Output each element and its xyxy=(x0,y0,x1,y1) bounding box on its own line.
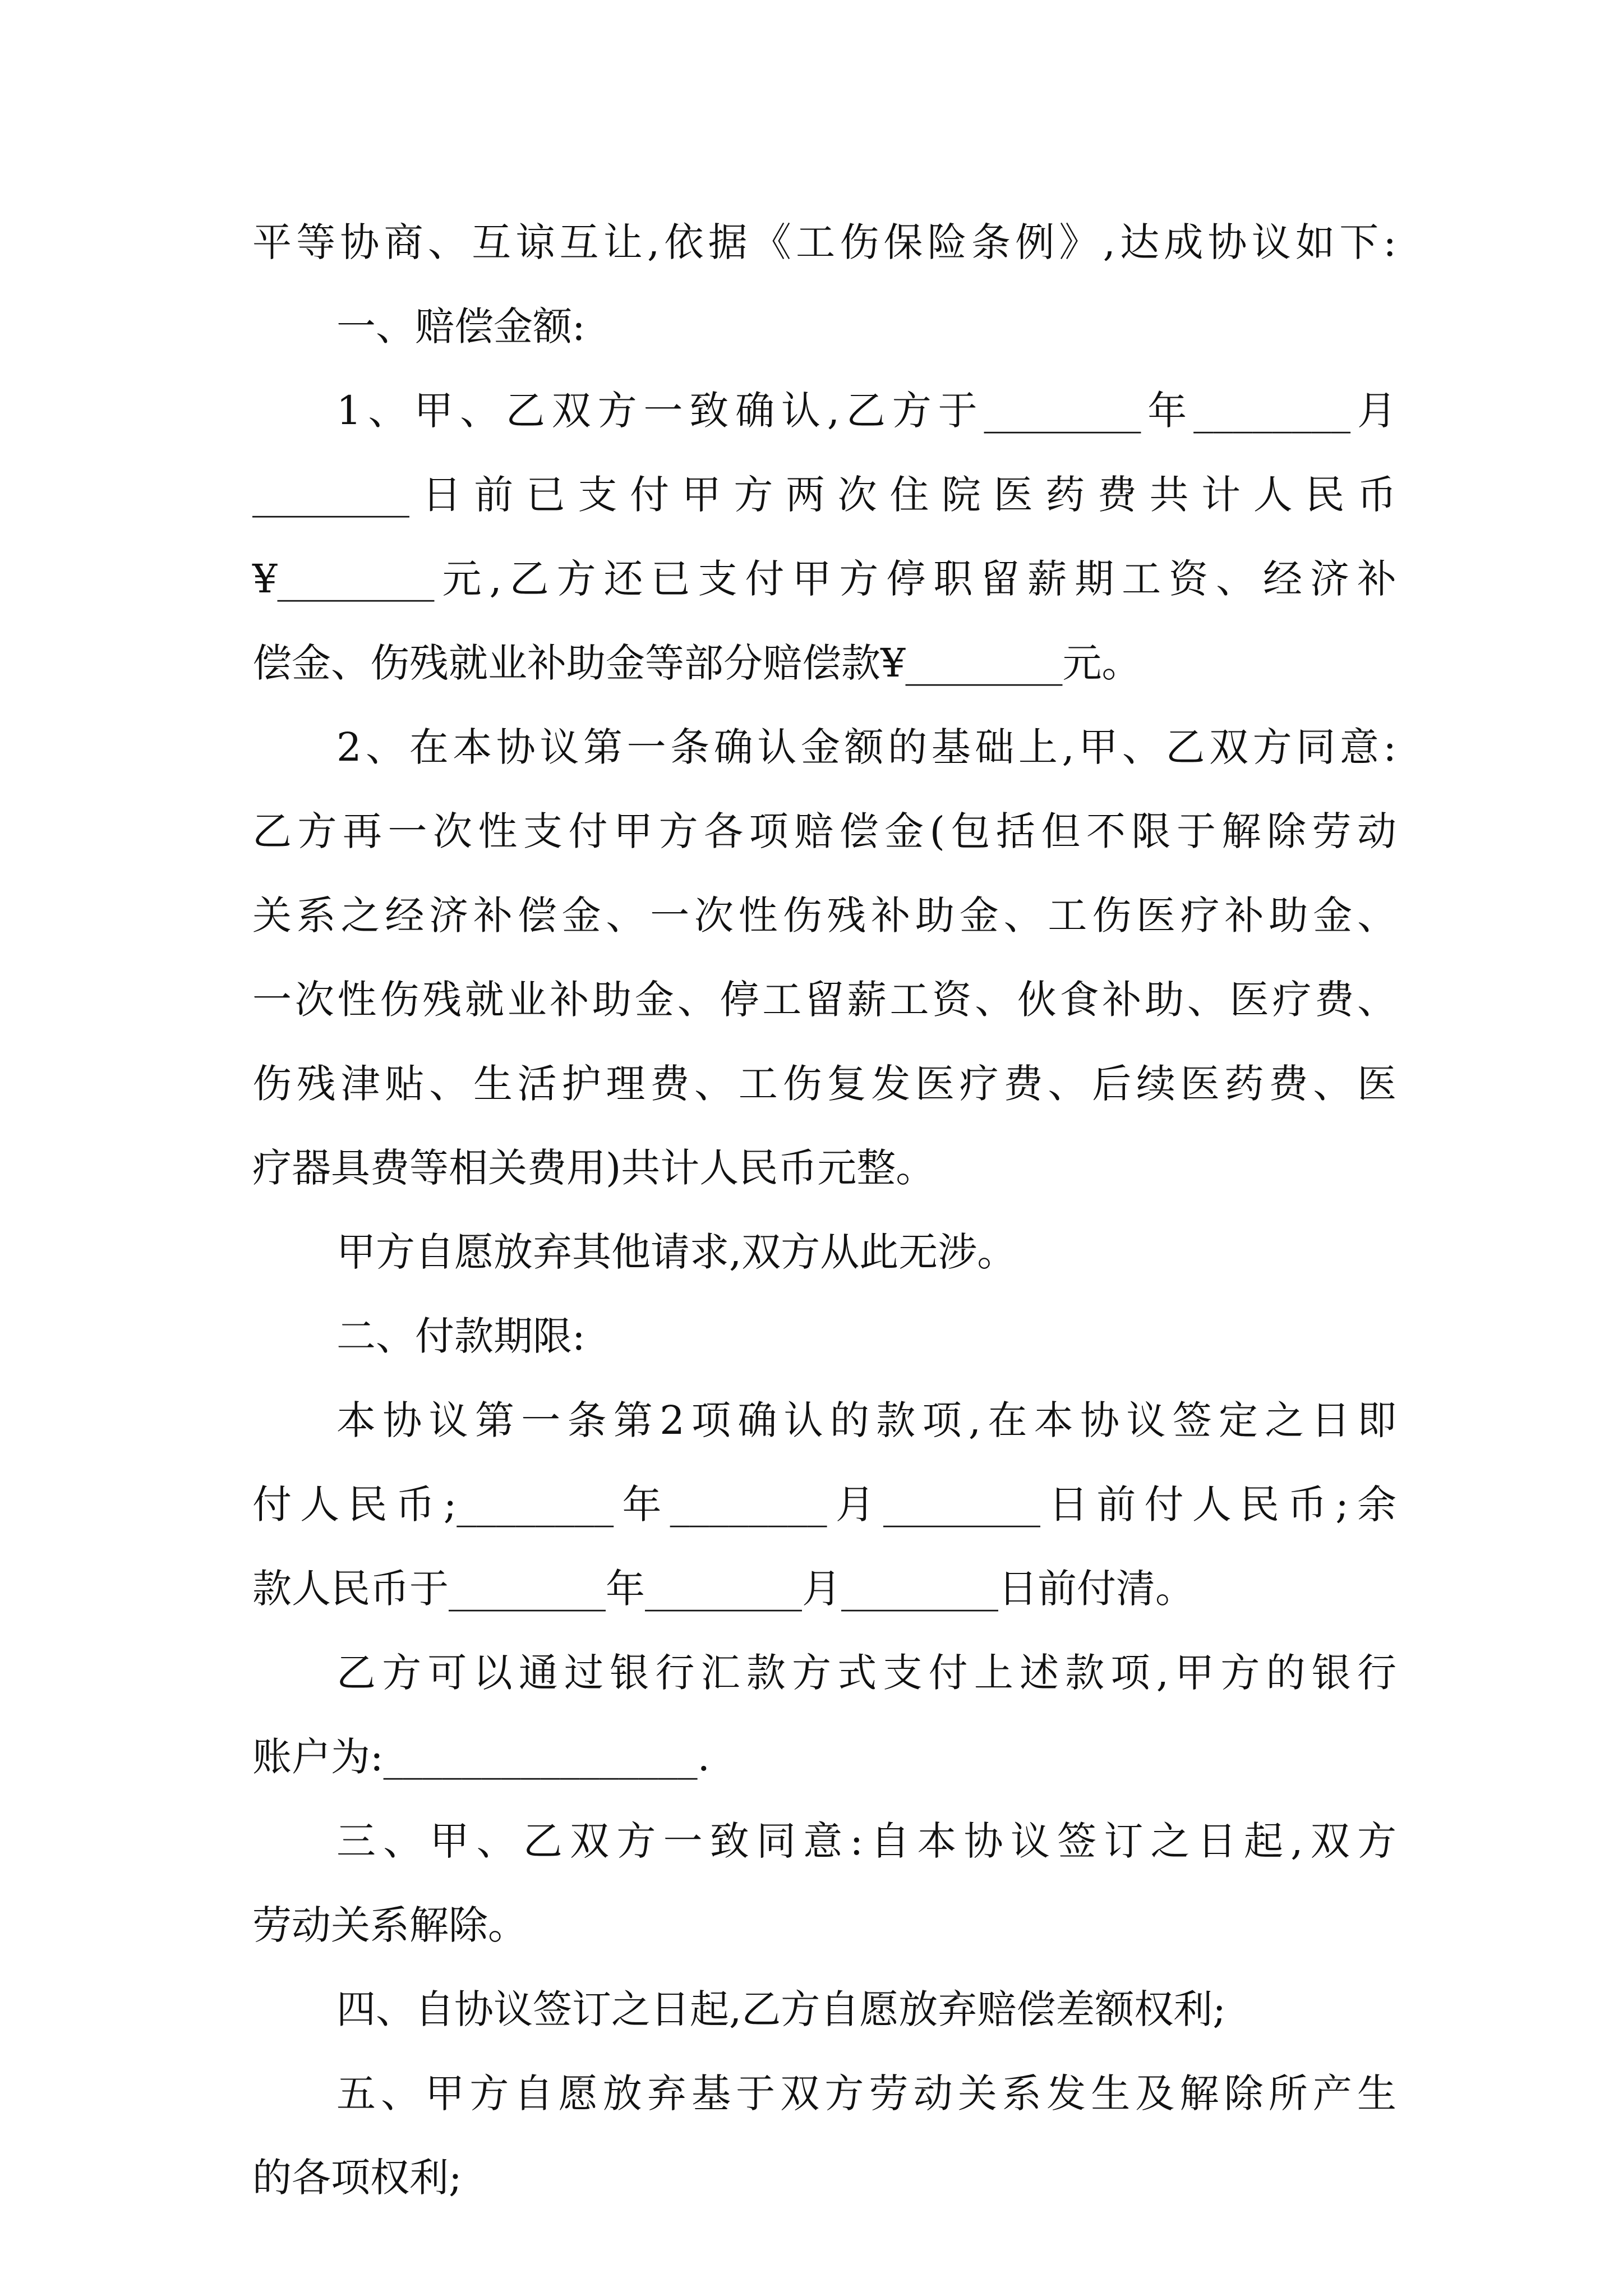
text-line: 疗器具费等相关费用)共计人民币元整。 xyxy=(252,1145,935,1191)
text-line: 的各项权利; xyxy=(252,2155,462,2201)
section-heading: 一、赔偿金额: xyxy=(336,303,585,349)
text-line: 三、甲、乙双方一致同意:自本协议签订之日起,双方 xyxy=(336,1818,1396,1864)
text-line: 款人民币于________年________月________日前付清。 xyxy=(252,1566,1195,1612)
text-line: 乙方再一次性支付甲方各项赔偿金(包括但不限于解除劳动 xyxy=(252,808,1396,854)
text-line: 本协议第一条第2项确认的款项,在本协议签定之日即 xyxy=(336,1397,1396,1443)
text-line: 账户为:________________. xyxy=(252,1734,710,1780)
text-line: 甲方自愿放弃其他请求,双方从此无涉。 xyxy=(336,1229,1017,1275)
text-line: 一次性伤残就业补助金、停工留薪工资、伙食补助、医疗费、 xyxy=(252,977,1396,1023)
text-line: 乙方可以通过银行汇款方式支付上述款项,甲方的银行 xyxy=(336,1650,1396,1696)
text-line: 2、在本协议第一条确认金额的基础上,甲、乙双方同意: xyxy=(336,724,1396,770)
text-line: 偿金、伤残就业补助金等部分赔偿款¥________元。 xyxy=(252,640,1141,686)
text-line: 五、甲方自愿放弃基于双方劳动关系发生及解除所产生 xyxy=(336,2070,1396,2116)
text-line: 劳动关系解除。 xyxy=(252,1902,527,1948)
text-line: 平等协商、互谅互让,依据《工伤保险条例》,达成协议如下: xyxy=(252,219,1396,265)
text-line: 伤残津贴、生活护理费、工伤复发医疗费、后续医药费、医 xyxy=(252,1061,1396,1107)
text-line: 四、自协议签订之日起,乙方自愿放弃赔偿差额权利; xyxy=(336,1986,1226,2032)
text-line: 付人民币;________年________月________日前付人民币;余 xyxy=(252,1481,1396,1527)
text-line: ________日前已支付甲方两次住院医药费共计人民币 xyxy=(252,472,1396,518)
text-line: 1、甲、乙双方一致确认,乙方于________年________月 xyxy=(336,388,1396,434)
text-line: 关系之经济补偿金、一次性伤残补助金、工伤医疗补助金、 xyxy=(252,892,1396,938)
section-heading: 二、付款期限: xyxy=(336,1313,585,1359)
text-line: ¥________元,乙方还已支付甲方停职留薪期工资、经济补 xyxy=(252,556,1396,602)
